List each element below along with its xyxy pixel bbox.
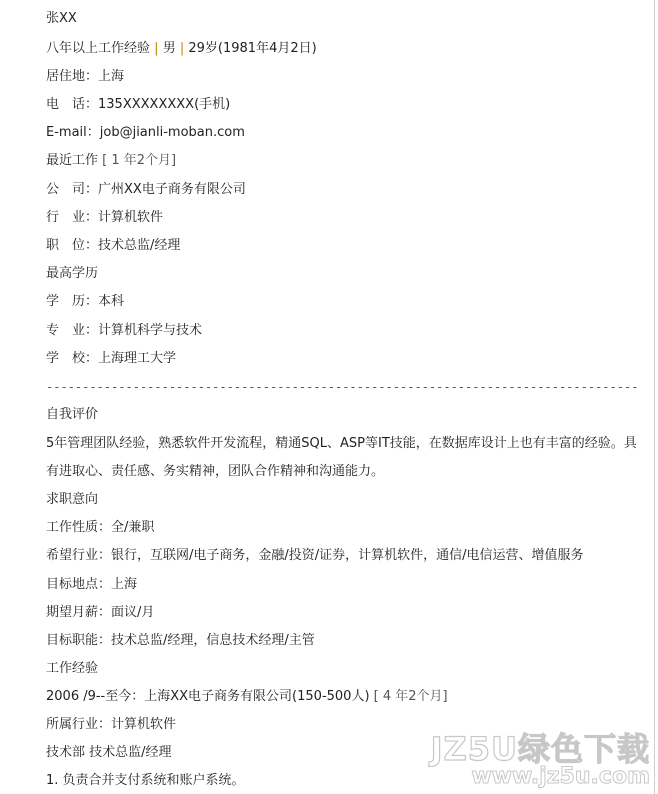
target-location-line xyxy=(46,575,137,595)
work-experience-heading xyxy=(46,659,98,679)
self-evaluation-paragraph xyxy=(20,430,638,486)
work-entry-company: 上海XX电子商务有限公司(150-500人) xyxy=(144,689,370,704)
school-line xyxy=(46,349,176,369)
job-type-label: 工作性质： xyxy=(46,520,112,535)
position-line xyxy=(46,236,180,256)
job-type-value: 全/兼职 xyxy=(111,520,155,535)
major-line xyxy=(46,321,202,341)
residence-line xyxy=(46,67,124,87)
email-value: job@jianli-moban.com xyxy=(99,125,245,140)
phone-value: 135XXXXXXXX(手机) xyxy=(98,97,231,112)
recent-job-title: 最近工作 xyxy=(46,153,99,168)
self-evaluation-heading xyxy=(46,405,98,425)
work-experience-title: 工作经验 xyxy=(46,661,99,676)
profile-separator: | xyxy=(179,41,185,56)
duty-line xyxy=(46,771,245,791)
school-label: 学 校： xyxy=(46,351,99,366)
name-line xyxy=(46,9,77,29)
school-value: 上海理工大学 xyxy=(98,351,177,366)
site-watermark xyxy=(431,732,650,788)
email-label: E-mail： xyxy=(46,125,100,140)
job-intention-heading xyxy=(46,490,98,510)
major-value: 计算机科学与技术 xyxy=(98,323,203,338)
experience-years: 八年以上工作经验 xyxy=(46,41,151,56)
target-function-value: 技术总监/经理，信息技术经理/主管 xyxy=(111,633,315,648)
recent-job-heading xyxy=(46,151,176,171)
company-value: 广州XX电子商务有限公司 xyxy=(98,182,246,197)
salary-line xyxy=(46,603,154,623)
residence-label: 居住地： xyxy=(46,69,99,84)
section-divider: ---------------------------------------------------------------------------------- xyxy=(46,380,639,394)
work-industry-value: 计算机软件 xyxy=(111,717,177,732)
job-type-line xyxy=(46,518,154,538)
position-value: 技术总监/经理 xyxy=(98,238,181,253)
resume-name: 张XX xyxy=(46,11,77,26)
industry-line xyxy=(46,208,163,228)
watermark-url: www.jz5u.com xyxy=(471,764,650,789)
target-industries-value: 银行，互联网/电子商务，金融/投资/证券，计算机软件，通信/电信运营、增值服务 xyxy=(111,548,584,563)
gender: 男 xyxy=(162,41,176,56)
education-heading xyxy=(46,264,98,284)
profile-separator: | xyxy=(154,41,159,56)
phone-line xyxy=(46,95,230,115)
recent-job-duration: [ 1 年2个月] xyxy=(102,153,177,168)
position-label: 职 位： xyxy=(46,238,99,253)
salary-value: 面议/月 xyxy=(111,605,155,620)
work-industry-line xyxy=(46,715,176,735)
degree-line xyxy=(46,292,124,312)
target-location-value: 上海 xyxy=(111,577,138,592)
company-line xyxy=(46,180,246,200)
target-industries-line xyxy=(46,546,584,566)
duty-item: 1. 负责合并支付系统和账户系统。 xyxy=(46,773,245,788)
self-evaluation-title: 自我评价 xyxy=(46,407,99,422)
work-industry-label: 所属行业： xyxy=(46,717,112,732)
department-role: 技术部 技术总监/经理 xyxy=(46,745,172,760)
industry-label: 行 业： xyxy=(46,210,99,225)
phone-label: 电 话： xyxy=(46,97,99,112)
target-location-label: 目标地点： xyxy=(46,577,112,592)
salary-label: 期望月薪： xyxy=(46,605,112,620)
watermark-logo-text: JZ5U绿色下载 xyxy=(430,730,650,768)
residence-value: 上海 xyxy=(98,69,125,84)
industry-value: 计算机软件 xyxy=(98,210,164,225)
work-entry-period: 2006 /9--至今： xyxy=(46,689,145,704)
degree-label: 学 历： xyxy=(46,294,99,309)
target-industries-label: 希望行业： xyxy=(46,548,112,563)
age-birth: 29岁(1981年4月2日) xyxy=(188,41,317,56)
target-function-label: 目标职能： xyxy=(46,633,112,648)
target-function-line xyxy=(46,631,315,651)
job-intention-title: 求职意向 xyxy=(46,492,99,507)
major-label: 专 业： xyxy=(46,323,99,338)
email-line xyxy=(46,123,245,143)
work-entry-duration: [ 4 年2个月] xyxy=(373,689,448,704)
degree-value: 本科 xyxy=(98,294,125,309)
profile-line xyxy=(46,39,317,59)
work-entry-line xyxy=(46,687,448,707)
self-evaluation-text: 5年管理团队经验，熟悉软件开发流程，精通SQL、ASP等IT技能，在数据库设计上也有丰富的经验。具有进取心、责任感、务实精神，团队合作精神和沟通能力。 xyxy=(46,436,637,479)
company-label: 公 司： xyxy=(46,182,99,197)
education-title: 最高学历 xyxy=(46,266,99,281)
department-role-line xyxy=(46,743,172,763)
